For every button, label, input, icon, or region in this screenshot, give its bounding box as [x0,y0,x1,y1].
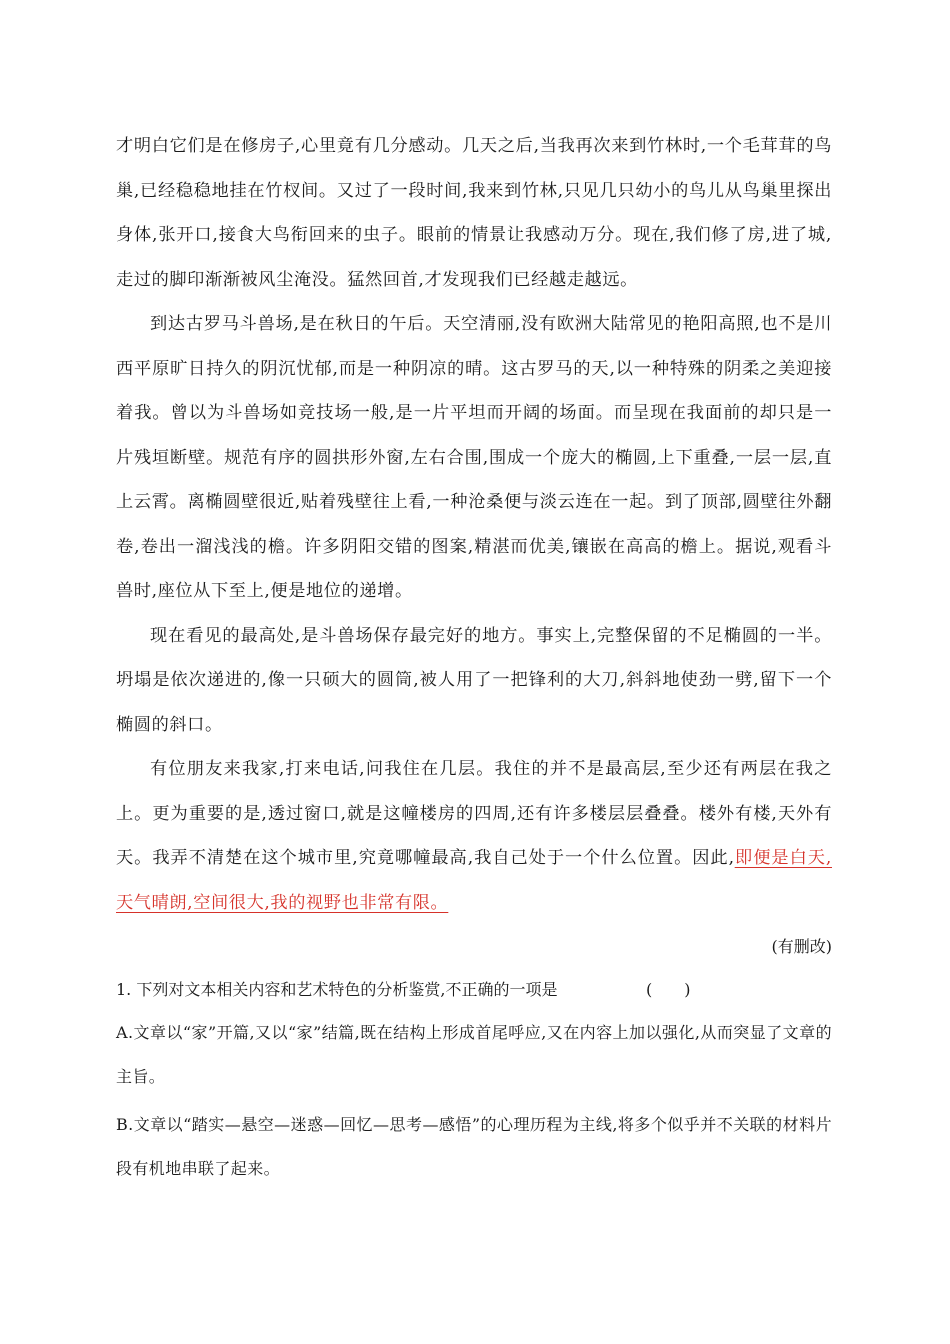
paragraph-highest-point: 现在看见的最高处,是斗兽场保存最完好的地方。事实上,完整保留的不足椭圆的一半。坍塌是依次递进的,像一只硕大的圆筒,被人用了一把锋利的大刀,斜斜地使劲一劈,留下一个椭圆的斜口。 [116,625,832,735]
option-a: A.文章以“家”开篇,又以“家”结篇,既在结构上形成首尾呼应,又在内容上加以强化,从而突显了文章的主旨。 [116,1023,832,1086]
question-stem [116,969,832,1011]
source-note: (有删改) [771,937,832,956]
document-page [116,124,832,1191]
paragraph-friend-visit-text: 有位朋友来我家,打来电话,问我住在几层。我住的并不是最高层,至少还有两层在我之上。更为重要的是,透过窗口,就是这幢楼房的四周,还有许多楼层层叠叠。楼外有楼,天外有天。我弄不清楚在这个城市里,究竟哪幢最高,我自己处于一个什么位置。因此, [116,759,832,868]
option-b: B.文章以“踏实—悬空—迷惑—回忆—思考—感悟”的心理历程为主线,将多个似乎并不关联的材料片段有机地串联了起来。 [116,1115,832,1178]
paragraph-friend-visit [116,747,832,925]
paragraph-colosseum: 到达古罗马斗兽场,是在秋日的午后。天空清丽,没有欧洲大陆常见的艳阳高照,也不是川西平原旷日持久的阴沉忧郁,而是一种阴凉的晴。这古罗马的天,以一种特殊的阴柔之美迎接着我。曾以为斗兽场如竞技场一般,是一片平坦而开阔的场面。而呈现在我面前的却只是一片残垣断壁。规范有序的圆拱形外窗,左右合围,围成一个庞大的椭圆,上下重叠,一层一层,直上云霄。离椭圆壁很近,贴着残壁往上看,一种沧桑便与淡云连在一起。到了顶部,圆壁往外翻卷,卷出一溜浅浅的檐。许多阴阳交错的图案,精湛而优美,镶嵌在高高的檐上。据说,观看斗兽时,座位从下至上,便是地位的递增。 [116,314,832,601]
paragraph-bird-nest: 才明白它们是在修房子,心里竟有几分感动。几天之后,当我再次来到竹林时,一个毛茸茸的鸟巢,已经稳稳地挂在竹杈间。又过了一段时间,我来到竹林,只见几只幼小的鸟儿从鸟巢里探出身体,张开口,接食大鸟衔回来的虫子。眼前的情景让我感动万分。现在,我们修了房,进了城,走过的脚印渐渐被风尘淹没。猛然回首,才发现我们已经越走越远。 [116,136,832,290]
question-stem-text: 1. 下列对文本相关内容和艺术特色的分析鉴赏,不正确的一项是 [116,980,558,999]
highlighted-sentence: 即便是白天,天气晴朗,空间很大,我的视野也非常有限。 [116,848,832,913]
answer-bracket: ( ) [646,980,691,999]
